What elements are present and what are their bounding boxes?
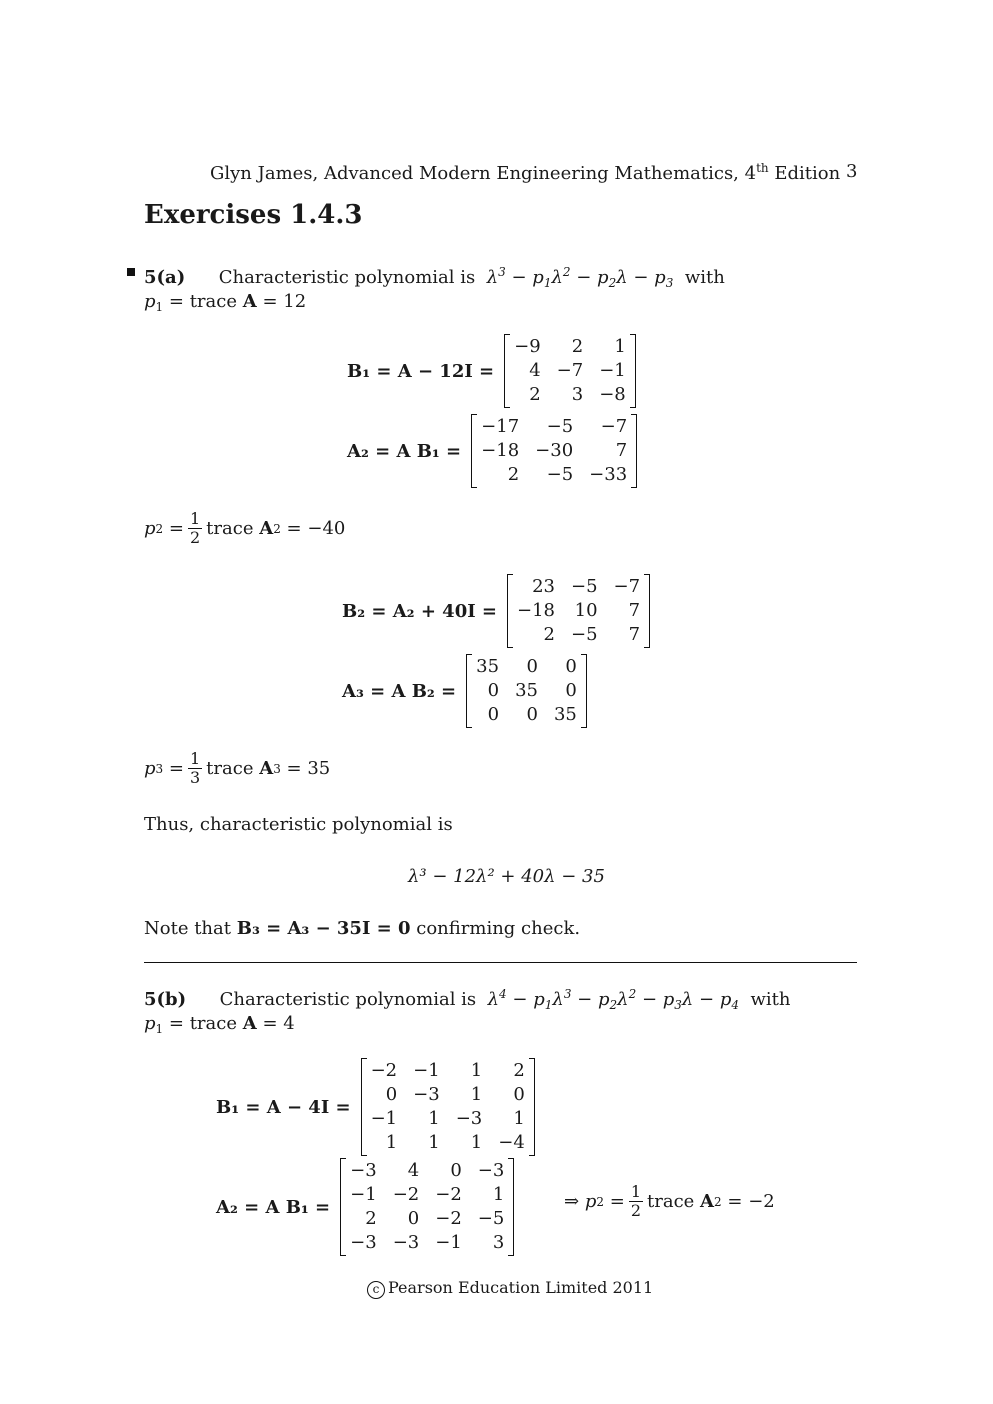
matrix-cell: 3 [492,1232,505,1253]
part-b-poly-expr: $\lambda^4 - p_1\lambda^3 - p_2\lambda^2 - p_3\lambda - p_4$ [481,987,740,1012]
matrix-cell: −17 [481,416,520,437]
section-divider [144,962,857,963]
note-equation: B₃ = A₃ − 35I = 0 [236,918,411,939]
part-a-p3-line: p 3 = $\frac{1}{3}$ trace A 3 = 35 [144,749,331,787]
part-b-p1-line: $p_1$ = trace A = 4 [144,1013,295,1036]
matrix-cell: 0 [565,656,577,677]
matrix-A2 [471,415,637,487]
part-a-intro [144,261,725,294]
fraction: $\frac{1}{3}$ [189,749,201,787]
matrix-cell: 2 [513,1060,525,1081]
matrix-cell: −33 [589,464,628,485]
header-text: Glyn James, Advanced Modern Engineering Mathematics, 4 [210,163,757,184]
matrix-cell: 35 [476,656,500,677]
part-b-A2-equation [216,1159,514,1255]
matrix-cell: −3 [350,1160,377,1181]
matrix-cell: −5 [546,464,574,485]
matrix-B1 [361,1059,535,1155]
note-line: Note that B₃ = A₃ − 35I = 0 confirming check. [144,918,581,939]
fraction: $\frac{1}{2}$ [189,509,201,547]
part-a-p2-line: p 2 = $\frac{1}{2}$ trace A 2 = −40 [144,509,346,547]
matrix-cell: 1 [614,336,626,357]
equation-lhs: A₂ = A B₁ = [216,1196,331,1218]
matrix-cell: −3 [392,1232,420,1253]
matrix-cell: 0 [565,680,577,701]
running-header [210,161,858,184]
matrix-cell: −18 [481,440,520,461]
matrix-cell: 1 [470,1060,483,1081]
p1-value: 12 [283,291,307,312]
matrix-cell: 0 [526,656,538,677]
matrix-cell: 10 [574,600,598,621]
part-a-B2-equation [342,575,650,647]
matrix-cell: −1 [350,1184,377,1205]
matrix-cell: 1 [470,1132,483,1153]
matrix-cell: −5 [546,416,574,437]
matrix-cell: 4 [529,360,541,381]
matrix-cell: −5 [571,624,598,645]
matrix-cell: 2 [529,384,541,405]
part-a-p1-line: $p_1$ = trace A = 12 [144,291,307,314]
matrix-cell: 1 [428,1108,440,1129]
header-superscript: th [756,161,769,175]
implies-arrow: ⇒ [564,1190,580,1212]
matrix-A3 [466,655,587,727]
matrix-cell: −3 [455,1108,483,1129]
equation-lhs: B₁ = A − 12I = [347,360,495,382]
matrix-cell: 1 [513,1108,525,1129]
matrix-cell: 0 [407,1208,420,1229]
p2-value: −2 [748,1190,775,1212]
fraction: $\frac{1}{2}$ [630,1182,641,1220]
equation-lhs: A₃ = A B₂ = [342,680,457,702]
matrix-cell: 0 [450,1160,462,1181]
matrix-cell: −3 [350,1232,377,1253]
matrix-cell: −1 [435,1232,462,1253]
matrix-cell: −1 [370,1108,398,1129]
matrix-cell: 1 [385,1132,398,1153]
p2-value: −40 [307,517,346,539]
matrix-cell: 2 [365,1208,377,1229]
part-a-B1-equation [347,335,636,407]
matrix-cell: 7 [628,624,641,645]
matrix-B1 [504,335,636,407]
matrix-cell: 7 [615,440,628,461]
matrix-cell: −2 [435,1184,462,1205]
part-a-intro-text: Characteristic polynomial is [218,267,476,288]
matrix-cell: 1 [470,1084,483,1105]
matrix-cell: −8 [599,384,626,405]
page-number: 3 [846,161,858,182]
matrix-cell: −7 [600,416,628,437]
part-b-B1-equation [216,1059,535,1155]
matrix-cell: 35 [553,704,577,725]
matrix-cell: −2 [370,1060,398,1081]
part-b-p2-implication: ⇒ p 2 = $\frac{1}{2}$ trace A 2 = −2 [564,1182,775,1220]
p1-value: 4 [283,1013,295,1034]
matrix-cell: 23 [532,576,555,597]
matrix-cell: 3 [571,384,584,405]
matrix-cell: 0 [385,1084,398,1105]
matrix-cell: −1 [413,1060,440,1081]
matrix-cell: 4 [407,1160,420,1181]
matrix-cell: 35 [515,680,538,701]
matrix-cell: −3 [477,1160,505,1181]
matrix-cell: −30 [535,440,574,461]
matrix-cell: 1 [492,1184,505,1205]
equation-lhs: B₁ = A − 4I = [216,1096,351,1118]
matrix-cell: 1 [428,1132,440,1153]
matrix-cell: 0 [487,704,500,725]
copyright-footer [367,1278,653,1299]
matrix-cell: 2 [507,464,520,485]
matrix-cell: −4 [498,1132,525,1153]
matrix-cell: 0 [487,680,500,701]
matrix-cell: −3 [413,1084,440,1105]
matrix-cell: 7 [628,600,641,621]
matrix-A2 [340,1159,514,1255]
matrix-cell: −7 [613,576,641,597]
matrix-cell: −7 [556,360,584,381]
footer-text: Pearson Education Limited 2011 [388,1278,654,1297]
part-a-poly-expr: $\lambda^3 - p_1\lambda^2 - p_2\lambda - p_3$ [480,265,674,290]
matrix-cell: 2 [571,336,584,357]
header-edition: Edition [768,163,841,184]
final-polynomial: λ³ − 12λ² + 40λ − 35 [408,866,605,887]
copyright-icon: c [367,1281,385,1299]
part-a-A3-equation [342,655,587,727]
bullet-marker [127,268,135,276]
matrix-cell: −5 [477,1208,505,1229]
trace-word: trace [189,291,238,312]
equation-lhs: A₂ = A B₁ = [347,440,462,462]
part-b-intro: 5(b) Characteristic polynomial is $\lambda^4 - p_1\lambda^3 - p_2\lambda^2 - p_3\lambda - p_4$ with [144,987,791,1012]
matrix-cell: 0 [513,1084,525,1105]
matrix-cell: 2 [543,624,555,645]
matrix-cell: −18 [517,600,555,621]
matrix-cell: −9 [514,336,541,357]
matrix-cell: −1 [599,360,626,381]
p3-value: 35 [307,757,331,779]
part-b-label: 5(b) [144,989,187,1010]
matrix-cell: −5 [571,576,598,597]
part-a-label: 5(a) [144,267,186,288]
matrix-cell: 0 [526,704,538,725]
part-a-with: with [684,267,725,288]
section-title: Exercises 1.4.3 [144,200,363,230]
matrix-cell: −2 [392,1184,420,1205]
part-a-A2-equation [347,415,637,487]
matrix-B2 [507,575,650,647]
equation-lhs: B₂ = A₂ + 40I = [342,600,497,622]
matrix-cell: −2 [435,1208,462,1229]
thus-text: Thus, characteristic polynomial is [144,814,453,835]
